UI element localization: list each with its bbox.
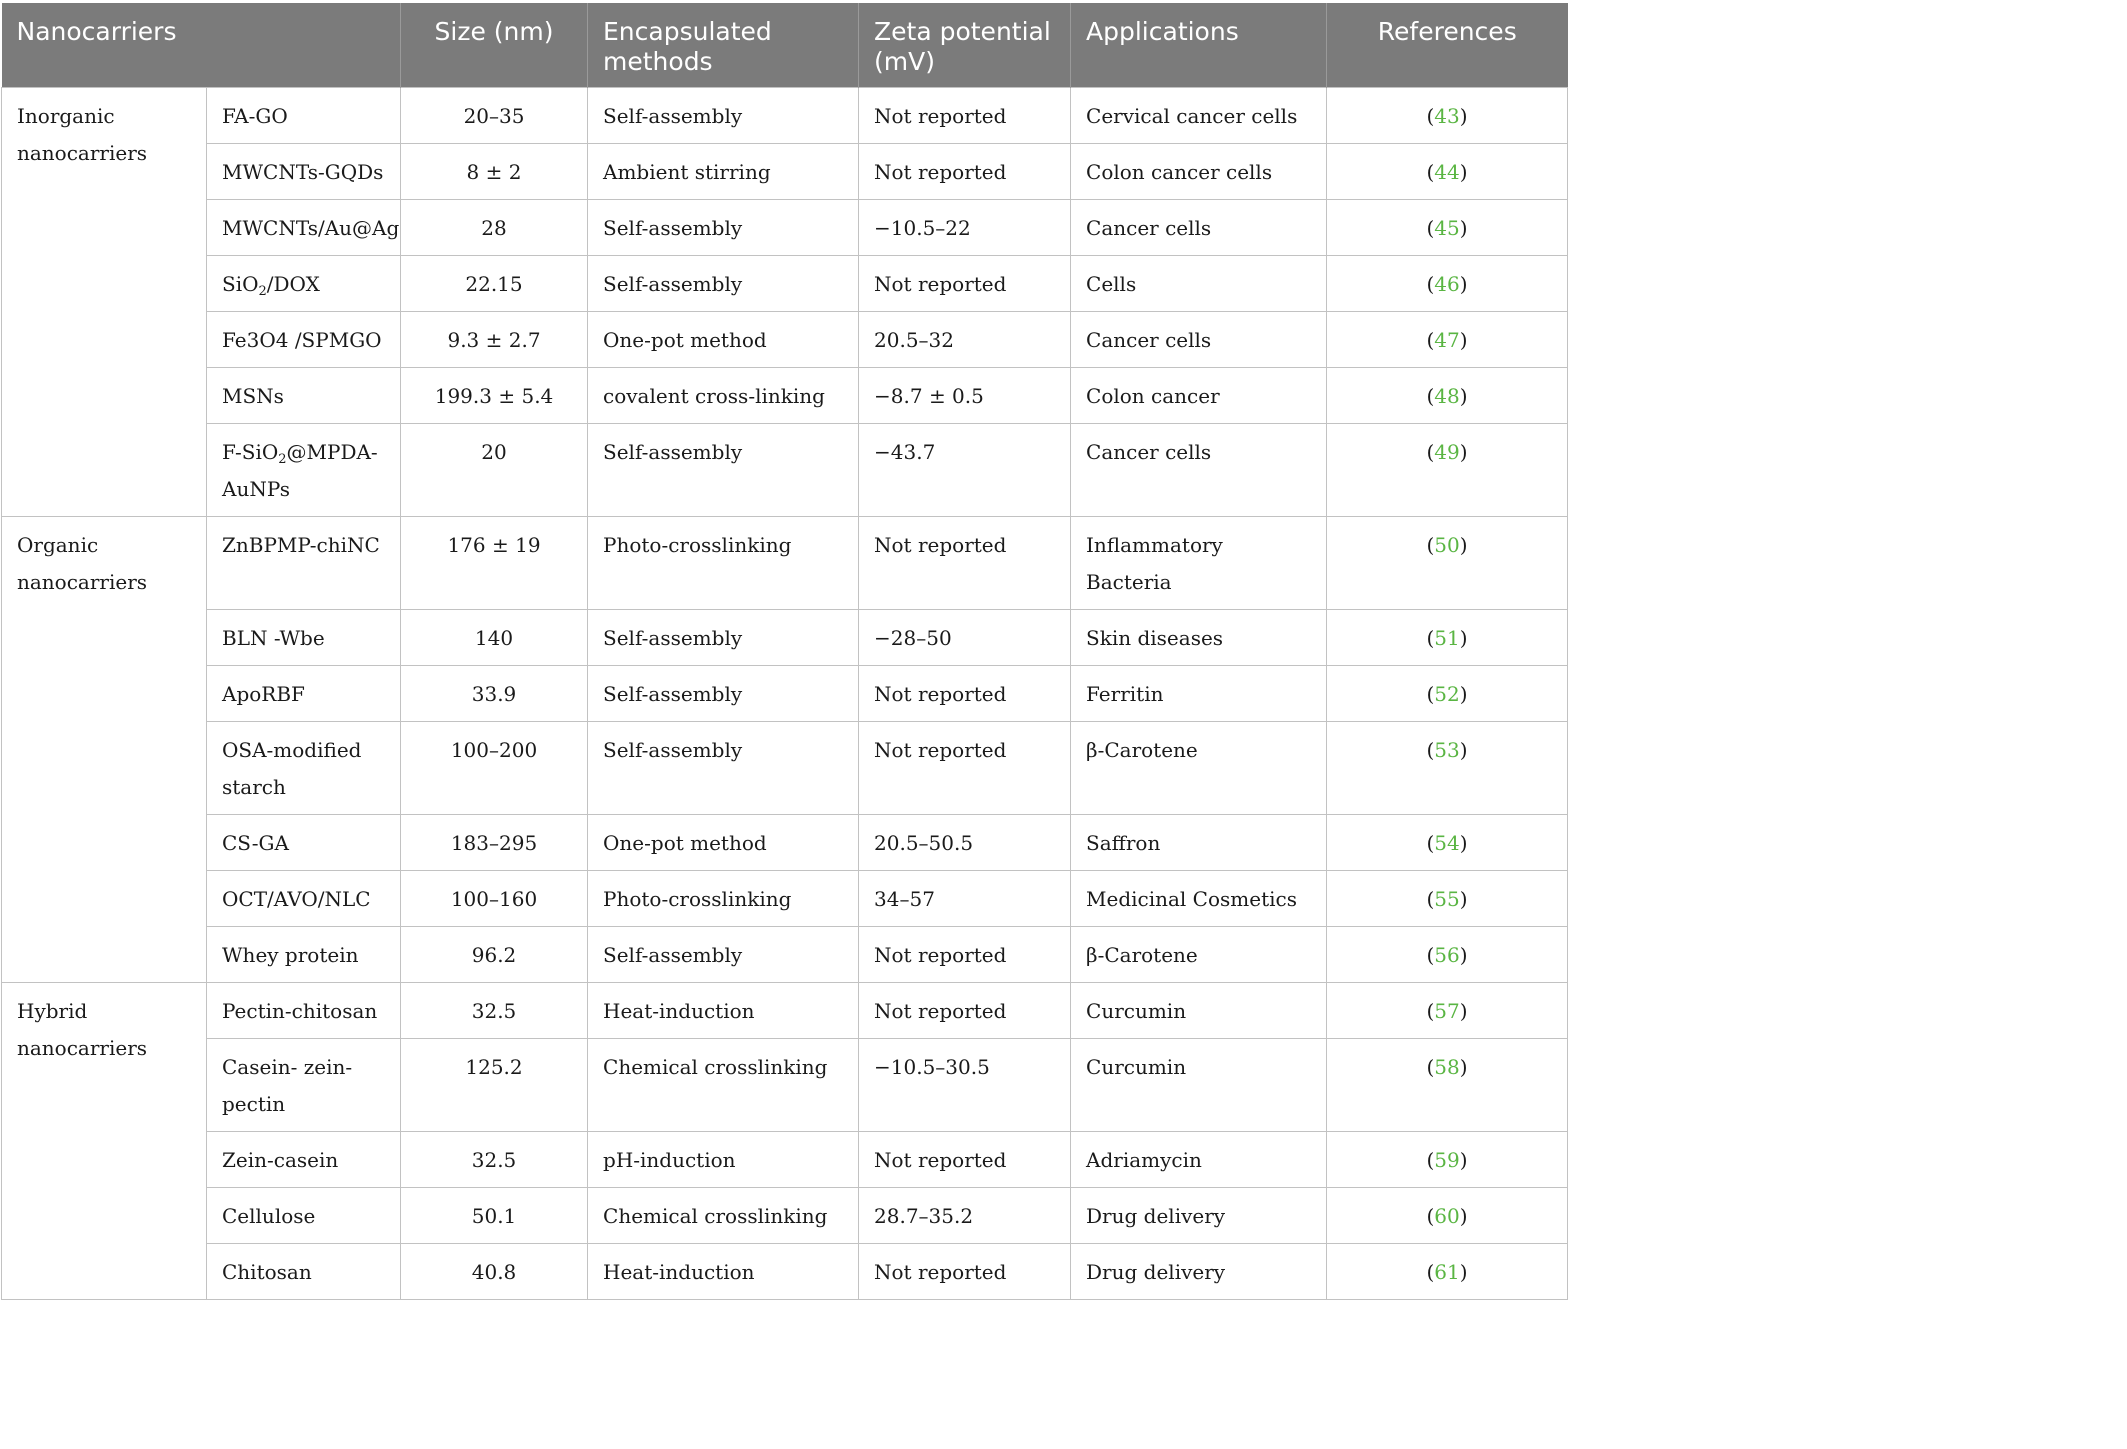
size-value: 20 [401, 424, 588, 517]
method-value: Self-assembly [588, 88, 859, 144]
method-value: Photo-crosslinking [588, 517, 859, 610]
nanocarrier-name: MWCNTs-GQDs [207, 144, 401, 200]
nanocarrier-name: Whey protein [207, 927, 401, 983]
reference-link[interactable]: 60 [1434, 1204, 1460, 1228]
zeta-value: Not reported [859, 256, 1071, 312]
reference-cell [1327, 368, 1568, 424]
size-value: 20–35 [401, 88, 588, 144]
method-value: Chemical crosslinking [588, 1039, 859, 1132]
paren-close: ) [1459, 272, 1468, 296]
size-value: 183–295 [401, 815, 588, 871]
size-value: 33.9 [401, 666, 588, 722]
application-value: Adriamycin [1071, 1132, 1327, 1188]
reference-cell [1327, 983, 1568, 1039]
reference-link[interactable]: 59 [1434, 1148, 1460, 1172]
application-value: Cancer cells [1071, 424, 1327, 517]
name-subscript: 2 [258, 284, 267, 299]
header-zeta: Zeta potential (mV) [859, 3, 1071, 88]
header-size: Size (nm) [401, 3, 588, 88]
name-subscript: 2 [278, 452, 287, 467]
name-part: /DOX [266, 272, 320, 296]
paren-open: ( [1426, 440, 1435, 464]
table-row [2, 610, 1568, 666]
size-value: 32.5 [401, 983, 588, 1039]
method-value: pH-induction [588, 1132, 859, 1188]
paren-close: ) [1459, 999, 1468, 1023]
method-value: One-pot method [588, 312, 859, 368]
table-row [2, 88, 1568, 144]
paren-close: ) [1459, 328, 1468, 352]
reference-link[interactable]: 47 [1434, 328, 1460, 352]
nanocarrier-name: MSNs [207, 368, 401, 424]
method-value: Heat-induction [588, 1244, 859, 1300]
table-row [2, 1244, 1568, 1300]
paren-open: ( [1426, 1204, 1435, 1228]
table-row [2, 815, 1568, 871]
paren-close: ) [1459, 831, 1468, 855]
application-value: β-Carotene [1071, 927, 1327, 983]
table-row [2, 517, 1568, 610]
application-value: Cancer cells [1071, 200, 1327, 256]
name-part: F-SiO [222, 440, 279, 464]
zeta-value: 34–57 [859, 871, 1071, 927]
method-value: Self-assembly [588, 200, 859, 256]
reference-link[interactable]: 54 [1434, 831, 1460, 855]
application-value: Cervical cancer cells [1071, 88, 1327, 144]
header-applications: Applications [1071, 3, 1327, 88]
name-part: @MPDA-AuNPs [222, 440, 378, 501]
table-row [2, 1039, 1568, 1132]
size-value: 50.1 [401, 1188, 588, 1244]
reference-link[interactable]: 56 [1434, 943, 1460, 967]
reference-cell [1327, 200, 1568, 256]
paren-open: ( [1426, 533, 1435, 557]
application-value: Saffron [1071, 815, 1327, 871]
zeta-value: −10.5–30.5 [859, 1039, 1071, 1132]
zeta-value: Not reported [859, 1132, 1071, 1188]
method-value: Self-assembly [588, 610, 859, 666]
reference-cell [1327, 1132, 1568, 1188]
table-row [2, 256, 1568, 312]
reference-link[interactable]: 61 [1434, 1260, 1460, 1284]
size-value: 96.2 [401, 927, 588, 983]
reference-link[interactable]: 51 [1434, 626, 1460, 650]
method-value: Self-assembly [588, 256, 859, 312]
reference-cell [1327, 144, 1568, 200]
nanocarrier-name: MWCNTs/Au@Ag [207, 200, 401, 256]
header-nanocarriers: Nanocarriers [2, 3, 401, 88]
nanocarrier-name: BLN -Wbe [207, 610, 401, 666]
paren-open: ( [1426, 160, 1435, 184]
size-value: 140 [401, 610, 588, 666]
application-value: Cancer cells [1071, 312, 1327, 368]
table-row [2, 927, 1568, 983]
zeta-value: −43.7 [859, 424, 1071, 517]
reference-cell [1327, 1244, 1568, 1300]
paren-close: ) [1459, 1055, 1468, 1079]
reference-link[interactable]: 52 [1434, 682, 1460, 706]
size-value: 8 ± 2 [401, 144, 588, 200]
paren-open: ( [1426, 272, 1435, 296]
size-value: 176 ± 19 [401, 517, 588, 610]
paren-open: ( [1426, 328, 1435, 352]
reference-link[interactable]: 57 [1434, 999, 1460, 1023]
paren-open: ( [1426, 384, 1435, 408]
reference-link[interactable]: 43 [1434, 104, 1460, 128]
reference-cell [1327, 1039, 1568, 1132]
reference-cell [1327, 815, 1568, 871]
header-methods: Encapsulated methods [588, 3, 859, 88]
table-row [2, 1132, 1568, 1188]
method-value: Self-assembly [588, 722, 859, 815]
application-value: Drug delivery [1071, 1244, 1327, 1300]
paren-close: ) [1459, 1260, 1468, 1284]
paren-close: ) [1459, 943, 1468, 967]
size-value: 199.3 ± 5.4 [401, 368, 588, 424]
paren-open: ( [1426, 1148, 1435, 1172]
table-body [2, 88, 1568, 1300]
method-value: Chemical crosslinking [588, 1188, 859, 1244]
size-value: 40.8 [401, 1244, 588, 1300]
zeta-value: 20.5–32 [859, 312, 1071, 368]
paren-open: ( [1426, 943, 1435, 967]
nanocarrier-name: OCT/AVO/NLC [207, 871, 401, 927]
reference-link[interactable]: 44 [1434, 160, 1460, 184]
reference-cell [1327, 666, 1568, 722]
reference-cell [1327, 610, 1568, 666]
paren-open: ( [1426, 999, 1435, 1023]
nanocarrier-name [207, 424, 401, 517]
zeta-value: Not reported [859, 722, 1071, 815]
zeta-value: 20.5–50.5 [859, 815, 1071, 871]
zeta-value: Not reported [859, 517, 1071, 610]
application-value: β-Carotene [1071, 722, 1327, 815]
group-label: Organic nanocarriers [2, 517, 207, 983]
table-row [2, 983, 1568, 1039]
nanocarrier-name: Chitosan [207, 1244, 401, 1300]
reference-link[interactable]: 50 [1434, 533, 1460, 557]
nanocarrier-name: FA-GO [207, 88, 401, 144]
paren-open: ( [1426, 626, 1435, 650]
size-value: 100–160 [401, 871, 588, 927]
paren-open: ( [1426, 104, 1435, 128]
zeta-value: −28–50 [859, 610, 1071, 666]
reference-link[interactable]: 58 [1434, 1055, 1460, 1079]
paren-close: ) [1459, 738, 1468, 762]
paren-open: ( [1426, 1260, 1435, 1284]
table-row [2, 200, 1568, 256]
nanocarrier-name: Cellulose [207, 1188, 401, 1244]
zeta-value: Not reported [859, 666, 1071, 722]
application-value: Medicinal Cosmetics [1071, 871, 1327, 927]
application-value: Cells [1071, 256, 1327, 312]
header-row [2, 3, 1568, 88]
reference-link[interactable]: 55 [1434, 887, 1460, 911]
table-row [2, 144, 1568, 200]
reference-link[interactable]: 46 [1434, 272, 1460, 296]
reference-cell [1327, 927, 1568, 983]
reference-cell [1327, 517, 1568, 610]
size-value: 100–200 [401, 722, 588, 815]
table-row [2, 424, 1568, 517]
table-row [2, 722, 1568, 815]
application-value: Colon cancer [1071, 368, 1327, 424]
zeta-value: Not reported [859, 1244, 1071, 1300]
paren-close: ) [1459, 216, 1468, 240]
size-value: 125.2 [401, 1039, 588, 1132]
table-row [2, 666, 1568, 722]
nanocarrier-name: Zein-casein [207, 1132, 401, 1188]
paren-close: ) [1459, 440, 1468, 464]
reference-cell [1327, 88, 1568, 144]
reference-cell [1327, 256, 1568, 312]
nanocarrier-name: CS-GA [207, 815, 401, 871]
table-row [2, 368, 1568, 424]
paren-close: ) [1459, 160, 1468, 184]
paren-close: ) [1459, 682, 1468, 706]
zeta-value: −8.7 ± 0.5 [859, 368, 1071, 424]
application-value: Drug delivery [1071, 1188, 1327, 1244]
reference-cell [1327, 312, 1568, 368]
nanocarrier-name [207, 256, 401, 312]
nanocarrier-name: Casein- zein-pectin [207, 1039, 401, 1132]
application-value: Colon cancer cells [1071, 144, 1327, 200]
application-value: Curcumin [1071, 1039, 1327, 1132]
group-label: Hybrid nanocarriers [2, 983, 207, 1300]
paren-open: ( [1426, 682, 1435, 706]
zeta-value: −10.5–22 [859, 200, 1071, 256]
reference-link[interactable]: 48 [1434, 384, 1460, 408]
nanocarrier-name: ZnBPMP-chiNC [207, 517, 401, 610]
zeta-value: 28.7–35.2 [859, 1188, 1071, 1244]
reference-link[interactable]: 49 [1434, 440, 1460, 464]
zeta-value: Not reported [859, 88, 1071, 144]
table-row [2, 1188, 1568, 1244]
method-value: Photo-crosslinking [588, 871, 859, 927]
reference-cell [1327, 424, 1568, 517]
paren-open: ( [1426, 887, 1435, 911]
size-value: 32.5 [401, 1132, 588, 1188]
nanocarriers-table [1, 3, 1568, 1300]
method-value: Self-assembly [588, 927, 859, 983]
nanocarrier-name: Fe3O4 /SPMGO [207, 312, 401, 368]
paren-close: ) [1459, 533, 1468, 557]
method-value: Heat-induction [588, 983, 859, 1039]
nanocarrier-name: ApoRBF [207, 666, 401, 722]
paren-close: ) [1459, 1204, 1468, 1228]
method-value: Self-assembly [588, 424, 859, 517]
paren-open: ( [1426, 831, 1435, 855]
group-label: Inorganic nanocarriers [2, 88, 207, 517]
application-value: Inflammatory Bacteria [1071, 517, 1327, 610]
method-value: Ambient stirring [588, 144, 859, 200]
paren-close: ) [1459, 384, 1468, 408]
table-row [2, 871, 1568, 927]
name-part: SiO [222, 272, 259, 296]
paren-close: ) [1459, 1148, 1468, 1172]
paren-open: ( [1426, 1055, 1435, 1079]
method-value: covalent cross-linking [588, 368, 859, 424]
method-value: Self-assembly [588, 666, 859, 722]
reference-cell [1327, 871, 1568, 927]
paren-open: ( [1426, 216, 1435, 240]
table-row [2, 312, 1568, 368]
application-value: Curcumin [1071, 983, 1327, 1039]
application-value: Ferritin [1071, 666, 1327, 722]
reference-link[interactable]: 45 [1434, 216, 1460, 240]
reference-cell [1327, 1188, 1568, 1244]
nanocarrier-name: OSA-modified starch [207, 722, 401, 815]
paren-close: ) [1459, 626, 1468, 650]
nanocarrier-name: Pectin-chitosan [207, 983, 401, 1039]
reference-link[interactable]: 53 [1434, 738, 1460, 762]
reference-cell [1327, 722, 1568, 815]
paren-close: ) [1459, 104, 1468, 128]
size-value: 22.15 [401, 256, 588, 312]
zeta-value: Not reported [859, 927, 1071, 983]
method-value: One-pot method [588, 815, 859, 871]
application-value: Skin diseases [1071, 610, 1327, 666]
size-value: 9.3 ± 2.7 [401, 312, 588, 368]
zeta-value: Not reported [859, 983, 1071, 1039]
size-value: 28 [401, 200, 588, 256]
header-references: References [1327, 3, 1568, 88]
paren-open: ( [1426, 738, 1435, 762]
paren-close: ) [1459, 887, 1468, 911]
zeta-value: Not reported [859, 144, 1071, 200]
